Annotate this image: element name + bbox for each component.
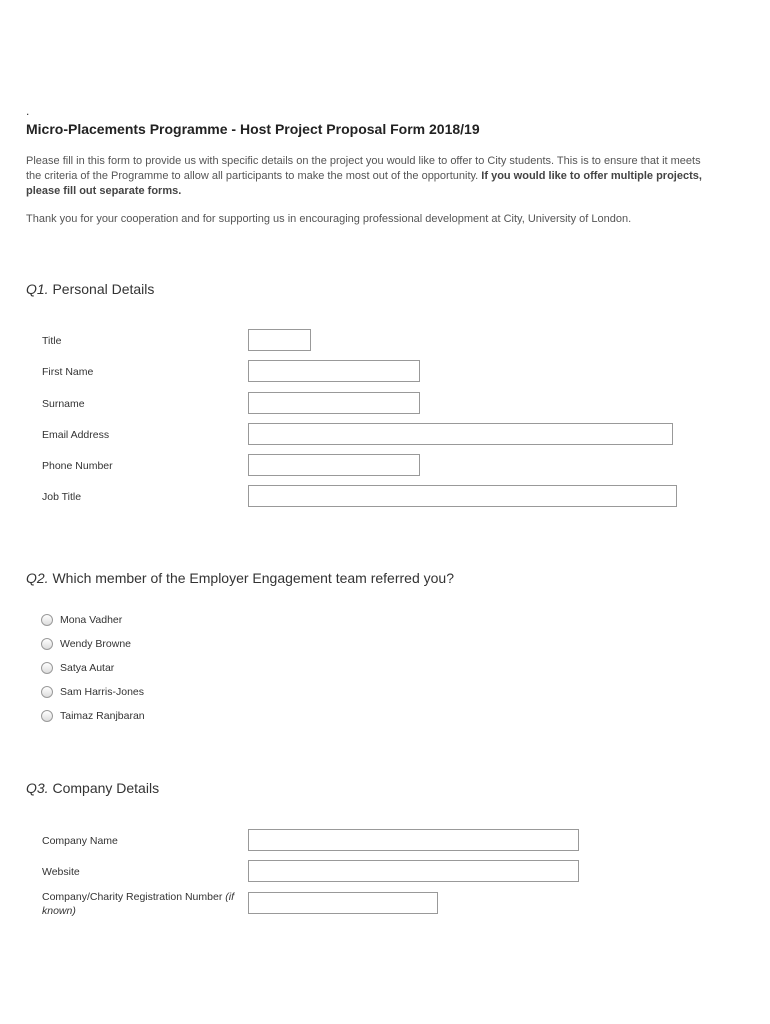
email-label: Email Address <box>42 429 110 441</box>
q1-title: Personal Details <box>48 281 155 297</box>
first-name-field[interactable] <box>248 360 420 382</box>
referrer-option-label: Wendy Browne <box>60 638 132 650</box>
radio-button[interactable] <box>41 662 53 674</box>
form-title: Micro-Placements Programme - Host Project Proposal Form 2018/19 <box>26 121 480 137</box>
registration-number-label <box>42 890 242 918</box>
referrer-option[interactable] <box>41 613 122 627</box>
radio-button[interactable] <box>41 638 53 650</box>
phone-label: Phone Number <box>42 460 113 472</box>
company-name-field[interactable] <box>248 829 579 851</box>
intro-text: Please fill in this form to provide us with specific details on the project you would like to offer to City students. This is to ensure that it meets the criteria of the Programme to allow all participants to make the most out of the opportunity. <box>26 155 701 182</box>
referrer-option[interactable] <box>41 709 145 723</box>
intro-paragraph <box>26 154 716 199</box>
q3-heading <box>26 780 159 796</box>
radio-button[interactable] <box>41 710 53 722</box>
referrer-option-label: Satya Autar <box>60 662 115 674</box>
registration-number-field[interactable] <box>248 892 438 914</box>
referrer-option-label: Mona Vadher <box>60 614 123 626</box>
first-name-label: First Name <box>42 366 94 378</box>
job-title-field[interactable] <box>248 485 677 507</box>
email-field[interactable] <box>248 423 673 445</box>
website-field[interactable] <box>248 860 579 882</box>
job-title-label: Job Title <box>42 491 82 503</box>
q1-heading <box>26 281 154 297</box>
phone-field[interactable] <box>248 454 420 476</box>
q1-number: Q1. <box>26 281 49 297</box>
registration-number-label-note: (if known) <box>42 891 234 917</box>
q2-number: Q2. <box>26 570 49 586</box>
radio-button[interactable] <box>41 686 53 698</box>
q2-title: Which member of the Employer Engagement team referred you? <box>48 570 454 586</box>
surname-label: Surname <box>42 398 85 410</box>
referrer-option[interactable] <box>41 637 131 651</box>
q3-number: Q3. <box>26 780 49 796</box>
radio-button[interactable] <box>41 614 53 626</box>
registration-number-label-text: Company/Charity Registration Number <box>42 891 226 903</box>
q2-heading <box>26 570 454 586</box>
surname-field[interactable] <box>248 392 420 414</box>
company-name-label: Company Name <box>42 835 118 847</box>
referrer-option-label: Taimaz Ranjbaran <box>60 710 145 722</box>
website-label: Website <box>42 866 80 878</box>
referrer-option[interactable] <box>41 685 144 699</box>
referrer-option-label: Sam Harris-Jones <box>60 686 145 698</box>
thanks-paragraph: Thank you for your cooperation and for supporting us in encouraging professional development at City, University of London. <box>26 213 632 225</box>
header-dot: . <box>26 104 30 118</box>
q3-title: Company Details <box>48 780 160 796</box>
referrer-option[interactable] <box>41 661 114 675</box>
title-field[interactable] <box>248 329 311 351</box>
title-label: Title <box>42 335 62 347</box>
intro-bold-text: If you would like to offer multiple projects, please fill out separate forms. <box>26 170 702 197</box>
